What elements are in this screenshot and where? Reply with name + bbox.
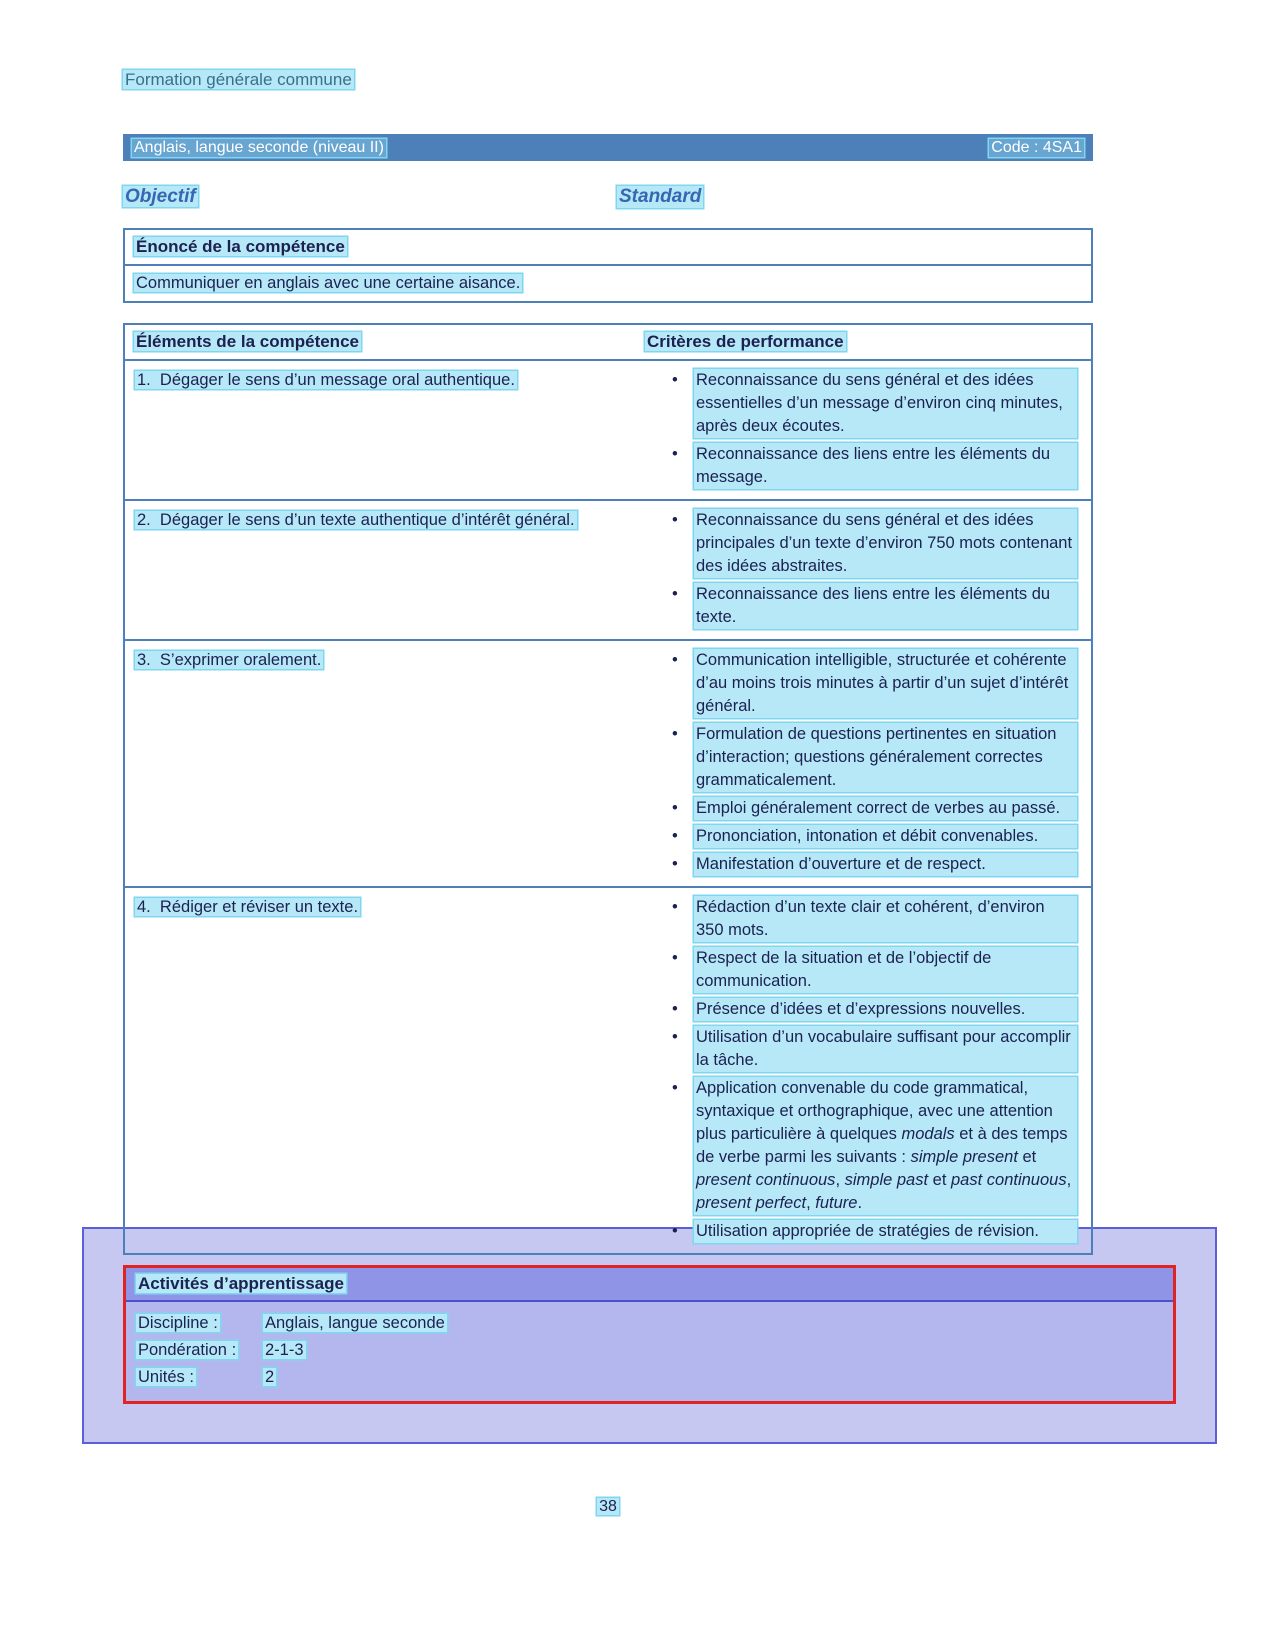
- bullet-icon: •: [672, 1079, 678, 1097]
- competence-table-header: [125, 325, 1091, 361]
- bullet-icon: •: [672, 585, 678, 603]
- criteria-item: [672, 825, 1077, 848]
- enonce-box: [123, 228, 1093, 303]
- page-number-text: 38: [599, 1498, 617, 1515]
- activites-section: [82, 1227, 1217, 1444]
- criteria-item: [672, 583, 1077, 629]
- bullet-icon: •: [672, 1000, 678, 1018]
- activites-label: Pondération :: [138, 1341, 237, 1359]
- criteria-text: Manifestation d’ouverture et de respect.: [694, 853, 1077, 876]
- competence-table-body: [125, 361, 1091, 1253]
- bullet-icon: •: [672, 371, 678, 389]
- running-header: [123, 70, 1093, 90]
- criteria-text: Reconnaissance des liens entre les éléments du message.: [694, 443, 1077, 489]
- objectif-heading: Objectif: [125, 186, 196, 207]
- enonce-body-row: [125, 266, 1091, 301]
- activites-title-text: Activités d’apprentissage: [138, 1274, 344, 1293]
- criteria-cell: [664, 641, 1091, 886]
- element-text: 3. S’exprimer oralement.: [137, 651, 322, 669]
- bullet-icon: •: [672, 949, 678, 967]
- enonce-header-text: Énoncé de la compétence: [136, 237, 345, 256]
- criteria-item: [672, 509, 1077, 578]
- element-cell: [125, 641, 664, 886]
- criteria-text: Emploi généralement correct de verbes au passé.: [694, 797, 1077, 820]
- elements-header-cell: [125, 325, 637, 359]
- criteria-cell: [664, 361, 1091, 499]
- table-row: [125, 361, 1091, 501]
- bullet-icon: •: [672, 827, 678, 845]
- enonce-body-text: Communiquer en anglais avec une certaine aisance.: [136, 274, 521, 292]
- criteria-item: [672, 443, 1077, 489]
- criteria-item: [672, 723, 1077, 792]
- criteria-text: Présence d’idées et d’expressions nouvelles.: [694, 998, 1077, 1021]
- course-title-bar: [123, 134, 1093, 161]
- criteria-item: [672, 896, 1077, 942]
- criteria-item: [672, 998, 1077, 1021]
- bullet-icon: •: [672, 898, 678, 916]
- element-text: 2. Dégager le sens d’un texte authentique d’intérêt général.: [137, 511, 575, 529]
- criteria-text: Reconnaissance du sens général et des idées essentielles d’un message d’environ cinq minutes, après deux écoutes.: [694, 369, 1077, 438]
- element-cell: [125, 501, 664, 639]
- bullet-icon: •: [672, 725, 678, 743]
- bullet-icon: •: [672, 511, 678, 529]
- criteria-item: [672, 369, 1077, 438]
- criteres-header-cell: [637, 325, 1091, 359]
- criteria-item: [672, 797, 1077, 820]
- table-row: [125, 888, 1091, 1253]
- criteria-text: Application convenable du code grammatical, syntaxique et orthographique, avec une attention plus particulière à quelques modals et à des temps de verbe parmi les suivants : simple present et present continuous, simple past et past continuous, present perfect, future.: [694, 1077, 1077, 1215]
- criteria-text: Communication intelligible, structurée et cohérente d’au moins trois minutes à partir d’un sujet d’intérêt général.: [694, 649, 1077, 718]
- element-text: 4. Rédiger et réviser un texte.: [137, 898, 359, 916]
- activites-row: [136, 1337, 1163, 1364]
- course-code: Code : 4SA1: [991, 138, 1082, 156]
- criteria-item: [672, 649, 1077, 718]
- criteria-cell: [664, 888, 1091, 1253]
- criteria-text: Respect de la situation et de l’objectif de communication.: [694, 947, 1077, 993]
- activites-value: 2: [265, 1368, 275, 1386]
- criteria-text: Formulation de questions pertinentes en situation d’interaction; questions généralement correctes grammaticalement.: [694, 723, 1077, 792]
- criteria-item: [672, 1026, 1077, 1072]
- activites-row: [136, 1310, 1163, 1337]
- activites-value: 2-1-3: [265, 1341, 304, 1359]
- elements-header-text: Éléments de la compétence: [136, 332, 359, 351]
- criteres-header-text: Critères de performance: [647, 332, 844, 351]
- element-text: 1. Dégager le sens d’un message oral authentique.: [137, 371, 515, 389]
- table-row: [125, 501, 1091, 641]
- page-number: [123, 1498, 1093, 1516]
- activites-label: Discipline :: [138, 1314, 218, 1332]
- criteria-text: Prononciation, intonation et débit convenables.: [694, 825, 1077, 848]
- activites-box: [123, 1265, 1176, 1404]
- criteria-item: [672, 1220, 1077, 1243]
- bullet-icon: •: [672, 445, 678, 463]
- element-cell: [125, 361, 664, 499]
- enonce-header-row: [125, 230, 1091, 266]
- criteria-item: [672, 947, 1077, 993]
- bullet-icon: •: [672, 1222, 678, 1240]
- activites-label: Unités :: [138, 1368, 194, 1386]
- table-row: [125, 641, 1091, 888]
- competence-table: [123, 323, 1093, 1255]
- criteria-text: Rédaction d’un texte clair et cohérent, d’environ 350 mots.: [694, 896, 1077, 942]
- column-headings: [123, 186, 1093, 212]
- standard-heading: Standard: [619, 186, 702, 207]
- element-cell: [125, 888, 664, 1253]
- bullet-icon: •: [672, 855, 678, 873]
- activites-value: Anglais, langue seconde: [265, 1314, 445, 1332]
- course-title: Anglais, langue seconde (niveau II): [134, 138, 384, 156]
- criteria-text: Utilisation d’un vocabulaire suffisant pour accomplir la tâche.: [694, 1026, 1077, 1072]
- running-header-text: Formation générale commune: [125, 70, 352, 89]
- criteria-cell: [664, 501, 1091, 639]
- page-content: [123, 0, 1093, 1516]
- activites-title-band: [126, 1268, 1173, 1302]
- criteria-text: Reconnaissance du sens général et des idées principales d’un texte d’environ 750 mots contenant des idées abstraites.: [694, 509, 1077, 578]
- bullet-icon: •: [672, 651, 678, 669]
- criteria-item: [672, 853, 1077, 876]
- activites-rows: [126, 1302, 1173, 1401]
- criteria-text: Reconnaissance des liens entre les éléments du texte.: [694, 583, 1077, 629]
- bullet-icon: •: [672, 1028, 678, 1046]
- criteria-item: [672, 1077, 1077, 1215]
- criteria-text: Utilisation appropriée de stratégies de révision.: [694, 1220, 1077, 1243]
- bullet-icon: •: [672, 799, 678, 817]
- activites-row: [136, 1364, 1163, 1391]
